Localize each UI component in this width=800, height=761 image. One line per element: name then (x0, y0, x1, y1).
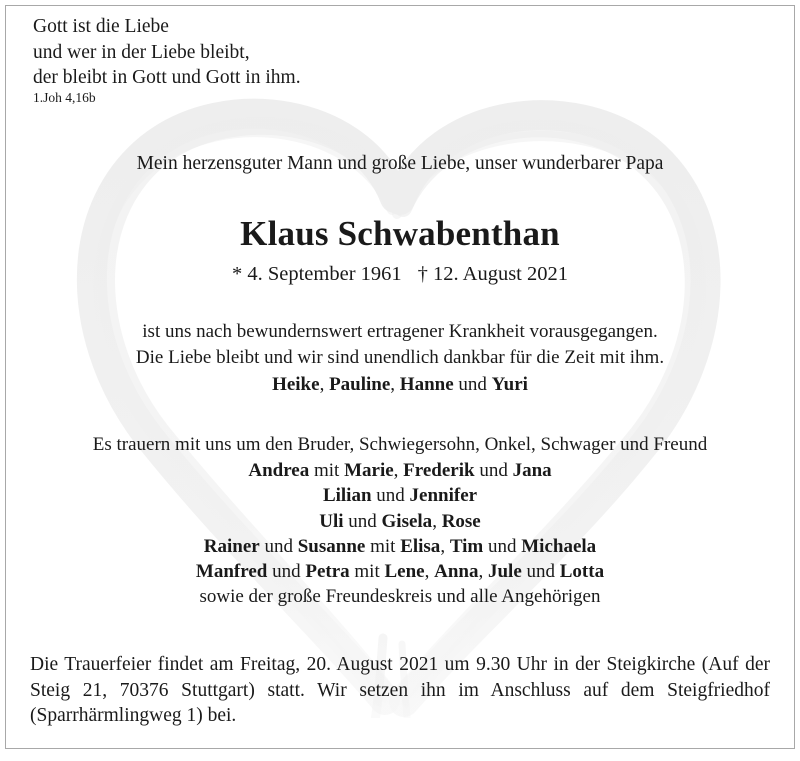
mourner-name: Elisa (400, 535, 441, 557)
mourner-name: Lilian (322, 485, 372, 507)
scripture-reference: 1.Joh 4,16b (33, 90, 96, 105)
death-symbol: † (417, 263, 428, 285)
mourner-name: Yuri (491, 374, 528, 395)
mourner-name: Lene (384, 561, 425, 583)
mourner-name: Rainer (203, 535, 260, 557)
mourners-list (0, 458, 800, 610)
immediate-family-names (0, 372, 800, 397)
deceased-name: Klaus Schwabenthan (240, 214, 560, 253)
mourner-name: Michaela (521, 535, 597, 557)
connector-text: , (440, 535, 450, 557)
connector-text: , (390, 374, 400, 395)
mourner-name: Andrea (248, 460, 310, 481)
connector-text: , (424, 561, 435, 583)
verse-line-2: und wer in der Liebe bleibt, (33, 41, 250, 63)
mourner-name: Lotta (559, 561, 605, 583)
connector-text: , (432, 510, 442, 532)
connector-text: mit (349, 561, 385, 583)
mourners-line (0, 584, 800, 609)
mourners-line (0, 509, 800, 534)
mourner-name: Manfred (195, 561, 268, 583)
mourners-line (0, 458, 800, 483)
connector-text: und (453, 374, 492, 395)
mourner-name: Heike (272, 374, 320, 395)
connector-text: , (319, 374, 330, 395)
mourner-name: Marie (344, 460, 394, 481)
passing-line-2: Die Liebe bleibt und wir sind unendlich dankbar für die Zeit mit ihm. (135, 346, 665, 368)
mourner-name: Susanne (297, 535, 366, 557)
connector-text: und (259, 535, 298, 557)
connector-text: und (267, 561, 306, 583)
mourner-name: Jennifer (409, 485, 478, 507)
connector-text: und (343, 510, 382, 532)
mourner-name: Jana (512, 460, 552, 481)
connector-text: und (483, 535, 522, 557)
verse-line-1: Gott ist die Liebe (33, 16, 169, 37)
connector-text: , (393, 460, 404, 481)
mourner-name: Anna (434, 561, 479, 583)
mourner-name: Rose (441, 510, 481, 532)
mourner-name: Tim (449, 535, 484, 557)
life-dates (0, 261, 800, 287)
connector-text: , (478, 561, 488, 583)
verse-line-3: der bleibt in Gott und Gott in ihm. (33, 67, 301, 88)
connector-text: mit (309, 460, 345, 481)
connector-text: und (371, 485, 410, 507)
mourner-name: Hanne (399, 374, 454, 395)
mourners-heading: Es trauern mit uns um den Bruder, Schwiegersohn, Onkel, Schwager und Freund (92, 434, 708, 455)
mourners-line (0, 559, 800, 584)
mourner-name: Jule (487, 561, 522, 583)
service-details: Die Trauerfeier findet am Freitag, 20. August 2021 um 9.30 Uhr in der Steigkirche (Auf der Steig 21, 70376 Stuttgart) statt. Wir setzen ihn im Anschluss auf dem Steigfriedhof (Sparrhärmlingweg 1) bei. (30, 654, 770, 726)
mourner-name: Petra (305, 561, 350, 583)
mourner-name: Gisela (381, 510, 433, 532)
mourner-name: Pauline (329, 374, 391, 395)
connector-text: und (474, 460, 513, 481)
birth-date: 4. September 1961 (247, 263, 402, 285)
passing-message (0, 319, 800, 370)
mourners-line (0, 534, 800, 559)
connector-text: mit (365, 535, 401, 557)
birth-symbol: * (231, 263, 243, 285)
mourner-name: Frederik (403, 460, 475, 481)
dedication-line: Mein herzensguter Mann und große Liebe, unser wunderbarer Papa (136, 153, 664, 174)
scripture-verse (33, 14, 301, 91)
mourner-name: Uli (319, 510, 344, 532)
connector-text: und (521, 561, 560, 583)
connector-text: sowie der große Freundeskreis und alle Angehörigen (199, 586, 601, 608)
passing-line-1: ist uns nach bewundernswert ertragener Krankheit vorausgegangen. (142, 321, 658, 342)
death-date: 12. August 2021 (433, 263, 569, 285)
mourners-line (0, 483, 800, 508)
